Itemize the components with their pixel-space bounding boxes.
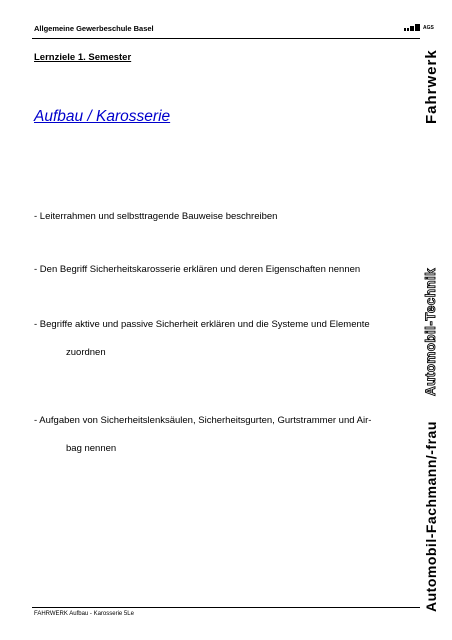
learning-goal <box>34 211 277 223</box>
logo-text: AGS <box>423 25 434 31</box>
semester-title: Lernziele 1. Semester <box>34 52 132 63</box>
learning-goal <box>34 311 414 367</box>
goal-text: - Aufgaben von Sicherheitslenksäulen, Sicherheitsgurten, Gurtstrammer und Air- <box>34 415 372 426</box>
side-label-automobil-fachmann: Automobil-Fachmann/-frau <box>423 421 439 612</box>
logo-bars-icon <box>404 24 420 31</box>
goal-text-continued: bag nennen <box>66 443 117 454</box>
goal-text-continued: zuordnen <box>66 347 106 358</box>
main-title: Aufbau / Karosserie <box>34 108 171 125</box>
learning-goal <box>34 407 414 463</box>
side-label-fahrwerk: Fahrwerk <box>423 49 440 124</box>
footer-text: FAHRWERK Aufbau - Karosserie 5Le <box>34 611 134 617</box>
learning-goal <box>34 264 360 276</box>
goal-text: - Den Begriff Sicherheitskarosserie erklären und deren Eigenschaften nennen <box>34 264 361 275</box>
side-label-automobil-technik: Automobil-Technik <box>423 267 438 396</box>
school-name: Allgemeine Gewerbeschule Basel <box>34 24 154 33</box>
header-divider <box>32 38 420 39</box>
ags-logo <box>404 24 434 31</box>
goal-text: - Begriffe aktive und passive Sicherheit erklären und die Systeme und Elemente <box>34 319 370 330</box>
footer-divider <box>32 607 420 608</box>
goal-text: - Leiterrahmen und selbsttragende Bauweise beschreiben <box>34 211 278 222</box>
